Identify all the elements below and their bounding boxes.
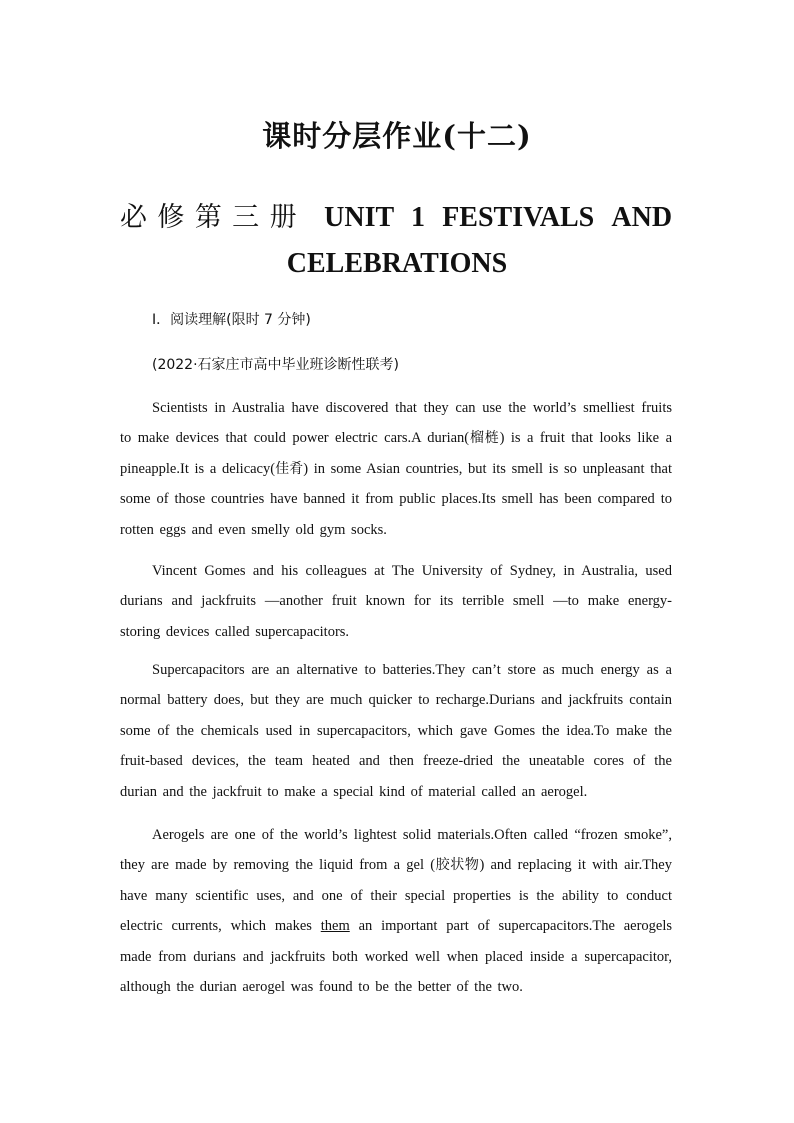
paragraph-3-block	[120, 655, 672, 807]
subtitle-unit: UNIT 1	[324, 202, 426, 233]
section-heading: Ⅰ．阅读理解(限时 7 分钟)	[152, 312, 311, 328]
subtitle-festivals: FESTIVALS	[442, 202, 595, 233]
paragraph-2: Vincent Gomes and his colleagues at The University of Sydney, in Australia, used durians and jackfruits —another fruit known for its terrible smell —to make energy-storing devices called supercapacitors.	[120, 563, 672, 640]
paragraph-4-text-b: ) and replacing it with air.They have many scientific uses, and one of their special properties is the ability to conduct electric currents, which makes	[120, 857, 672, 935]
paragraph-1-text-c: ) in some Asian countries, but its smell is so unpleasant that some of those countries have banned it from public places.Its smell has been compared to rotten eggs and even smelly old gym socks.	[120, 460, 672, 538]
gloss-delicacy: 佳肴	[275, 460, 304, 477]
gloss-durian: 榴梿	[469, 430, 500, 447]
paragraph-1-text-a: Scientists in Australia have discovered that they can use the world’s smelliest fruits to make devices that could power electric cars.A durian(	[120, 400, 672, 447]
paragraph-1-text-b: ) is a fruit that looks like a pineapple.It is a delicacy(	[120, 430, 673, 477]
subtitle-book: 必修第三册	[120, 202, 307, 233]
paragraph-3: Supercapacitors are an alternative to batteries.They can’t store as much energy as a normal battery does, but they are much quicker to recharge.Durians and jackfruits contain some of the chemicals used in supercapacitors, which gave Gomes the idea.To make the fruit-based devices, the team heated and then freeze-dried the uneatable cores of the durian and the jackfruit to make a special kind of material called an aerogel.	[120, 662, 672, 800]
subtitle-and: AND	[611, 202, 673, 233]
paragraph-2-block	[120, 556, 672, 647]
paragraph-4-text-c: an important part of supercapacitors.The aerogels made from durians and jackfruits both worked well when placed inside a supercapacitor, although the durian aerogel was found to be the better of the two.	[120, 918, 673, 996]
gloss-gel: 胶状物	[435, 857, 480, 874]
paragraph-4-text-a: Aerogels are one of the world’s lightest solid materials.Often called “frozen smoke”, they are made by removing the liquid from a gel (	[120, 827, 672, 874]
page-title: 课时分层作业(十二)	[262, 119, 532, 153]
unit-subtitle-line2: CELEBRATIONS	[286, 248, 508, 279]
paragraph-1	[120, 393, 672, 545]
source-note: (2022·石家庄市高中毕业班诊断性联考)	[152, 357, 400, 373]
unit-subtitle	[120, 190, 672, 245]
underlined-word-them: them	[320, 918, 350, 935]
paragraph-4-block	[120, 820, 672, 1002]
paragraph-4	[120, 820, 672, 1002]
reading-passage	[120, 393, 672, 545]
